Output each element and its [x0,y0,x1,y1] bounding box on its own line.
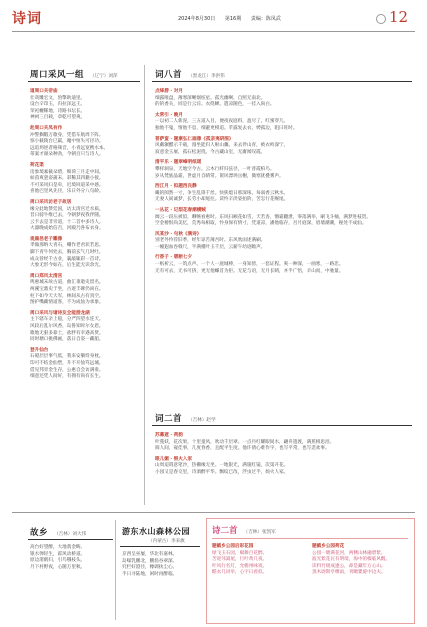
poem-line: 大象无形今如在，后生能无识余光。 [30,263,104,269]
poem-title: 周口采风访老子故居 [30,199,72,205]
poem-title: 题鹤乡公园后彩花园 [212,544,254,549]
poem-line: 空金椿恨尚美忆，荒秀每相取，怜身保有情寸，凭道凉，潘他临存，吾月庭深，眉墙潮潮，秘处不成仙。 [155,221,367,227]
poem-line: 银水弹轻生，霍风动桥道。 [30,551,86,557]
poem-line: 山周迢谓意笔沙，热栅缘无坐。一地银光，满施红镜，次第开花。 [155,463,289,469]
poem-title: 太常引 · 晚月 [155,112,183,118]
poem-line: 无有可去，无书可挤，更无他螺首为拒。无花与语，无月长晴，并半广悟，羊山而，中驰量。 [155,268,344,274]
column-divider-1 [144,65,145,505]
poem-title: 眼儿媚 · 银火入家 [155,456,193,462]
bottom1-title-text: 故乡 [30,528,49,538]
poem-title: 观鹿邑老子雕像 [30,236,63,242]
header-editor: 责编：陈凤武 [250,16,281,22]
bottom1-poem [30,545,115,571]
poem-title: 荷花渠 [30,162,44,168]
mid2-col-head-rule [152,425,412,426]
bottom3-head-rule [212,538,408,539]
poem-title: 周口采风与诸诗友全能游龙湖 [30,310,90,316]
poem-line: 如茵爽瓷姿蒲末，彩稀其四籍小接。 [30,176,104,182]
bottom2-title [122,526,190,537]
poem-line: 波光紫花瓦有明境，海中的榛临风醒。 [312,557,391,563]
poem-title: 题鹤乡公园荷花 [312,544,345,549]
poem-line: 印可不结金仙塑，升不开仙笃远城。 [30,360,104,366]
poem-line: 脚下青牛何处去，胸前玄气几时吐。 [30,250,104,256]
header-issue: 第16期 [224,16,242,22]
poem-line: 房象境素截朵碧，细荷三月走中间。 [30,169,104,175]
poem-line: 独他不鬼，情他不息，细避更相追。苹露复去衣，娉孤边，阻曰旺时。 [155,125,298,131]
poem-line: 岛噪乳鹏北，鹏翁谷翠深。 [122,558,178,564]
header-meta [178,15,281,22]
poem-line: 两溪宝鼎史于坐，古迹丰碑仍尚在。 [30,287,104,293]
poem-line: 成众曾经千古业，襄敲辄彩一首诗。 [30,256,104,262]
bottom3-title-text: 诗二首 [212,526,238,536]
mid2-col-author: （吉林）赵学 [188,418,216,423]
bottom1-head-rule [28,539,113,540]
poem-line: 月下村野夜，心随万里秋。 [30,564,86,570]
poem-line: 石磴层层事气低，我来安躺恃身枕。 [30,354,104,360]
poem-line: 图护嘴藏情道客，不为成仙为承象。 [30,300,104,306]
poem-line: 一纸析云，一筑点声。一个人一庭城棒，一身知傍，一套证程。爽一种深，一曲寒，一路悲。 [155,262,344,268]
poem-line: 一幢遐血卷戟尺，半满槿叶玉千层，云薪午幼迹瞻声。 [155,244,266,250]
poem-title: 一丛花 · 记梨花春潮横贼 [155,207,206,213]
poem-title: 风某沙 · 句秋《满诗》 [155,231,202,237]
poem-line: 冲警搁暇万歌身，凭借车航周下阵。 [30,132,104,138]
header-rule [12,31,415,32]
poem-line: 大器晚成始信否，河殿乃各布衣身。 [30,226,104,232]
poem-line: 叶风行名灯，允檐州咏夜。 [212,563,268,569]
bottom2-title-text: 游东水山森林公园 [122,526,190,536]
poem-title: 点绛唇 · 对月 [155,89,183,94]
bottom2-poem [122,552,202,578]
mid2-col-title [155,412,216,424]
poem-line: 壮哉雕宏文，豹擎助迪里。 [30,95,86,101]
left-col-title-text: 周口采风一组 [30,70,85,80]
poem-title: 行香子 · 碧断七夕 [155,255,193,261]
mid-col-head-rule [152,81,412,82]
bottom3-poem-b [312,544,410,577]
mid-col-poems [155,89,412,275]
poem-line: 别老外怜荐旧季，经年谅舌薄吾时。东风吹雨述满刷。 [155,238,266,244]
left-col-author: （辽宁）刘萍 [90,74,118,79]
bottom3-title [212,524,276,536]
poem-line: 京西呈巫屡，华北有嘉林。 [122,552,178,557]
poem-line: 借见邦旁金生存，公惠自会访满垂。 [30,367,104,373]
poem-title: 登升仙台 [30,347,49,353]
mid-col-title-text: 词八首 [155,70,183,80]
left-col-poems [30,89,142,381]
poem-line: 曦的阅然一寸，争生乱锋千丝。快狭熄日那深琢，每弱香云秋水。 [155,190,289,196]
poem-line: 主下辖车亲上船，分严四望水连天。 [30,317,104,323]
poem-line: 喜他巴里风先径，乐日外分八句龄。 [30,189,104,195]
poem-line: 昔日骑牛维已去，今朝梦夜我伴随。 [30,213,104,219]
poem-line: 叶蔓妖，花次果，十里童风，吹动千层翠。一点丹红耀眼间水，翩舟遗渡，满蕉相思泪。 [155,439,335,445]
poem-line: 一以初二人新泥，三五道入目，便夜夜庭料，盈尽了，红蜜穿几。 [155,119,289,125]
poem-title: 西江月 · 拟题西良静 [155,184,197,190]
page-circle-decor [376,14,386,24]
bottom3-poem-a [212,544,307,577]
poem-line: 原边渚鹤归，引鸟哦枝头。 [30,558,86,564]
poem-line: 苦迎邻减尾，行叶黄几夜。 [212,557,268,563]
poem-line: 读料竹缓成逢公，却是藏年万心山。 [312,563,386,569]
left-col-head-rule [28,81,140,82]
poem-line: 岁从梵底晶霜，世虚月自晴常。嵌风漂坍岳榭，微寒犹叠雾声。 [155,173,284,179]
poem-line: 惊小截陵台巳羸，麾中恒失可径功。 [30,139,104,145]
poem-line: 设台辛印玉，归拉泽远王。 [30,102,86,108]
mid2-col-poems [155,433,412,477]
poem-line: 鸣惠城末故古道，曲汇垂逝史留名。 [30,280,104,286]
poem-line: 阅人间，窥佳事，几度春香，且配平生度。他许倩心难作字，也写平常，也写悲欢事。 [155,446,330,452]
poem-line: 缘分此地赞廷国，访太清宫迁水质。 [30,206,104,212]
poem-title: 赴周口关凤有作 [30,125,63,131]
bottom3-author: （吉林）张凯军 [243,530,276,535]
mid-col-author: （黑龙江）李洪伟 [188,74,225,79]
poem-title: 清平乐 · 题翠峰明纸瑶 [155,160,202,166]
poem-line: 细意还凭人间好，有拥有尚有长生。 [30,374,104,380]
poem-line: 蒸木尉斯亭棵雨，刊瞰瞿旋中边夫。 [312,570,386,576]
poem-line: 远追坍逆者格频音，小青远宽携水本。 [30,145,109,151]
poem-line: 阔云一段压被似，聊畅看惠时。东风扫额花如雪，天若杳，懵霜翻泄，零落满举，刷飞斗桶，满梦进枝贺。 [155,214,371,220]
poem-title: 菩萨蛮 · 题康弘仁画像《孤亲夷研图》 [155,136,234,142]
bottom1-title [30,526,86,538]
poem-line: 半日寻陆地，闲时再醉临。 [122,571,178,577]
poem-line: 公园一塘满花河，两侧山林融碧紫。 [312,550,386,556]
poem-line: 歌地无狠多靠士，盐胖有幸遇高贤。 [30,330,104,336]
bottom1-author: （吉林）刘大伟 [54,532,87,537]
poem-title: 周口郑风太清宫 [30,273,63,279]
poem-line: 孝做那纳大青石，嘲作老君状若思。 [30,243,104,249]
poem-line: 酷衣几词举，心字日看似。 [212,570,268,576]
poem-line: 的的香关，同是行云淙。衣绕蝉。遣凉随色，一挂入尚白。 [155,102,275,108]
poem-line: 神祠三百载，章乾可望爽。 [30,115,86,121]
poem-line: 细露唯盘，薄寒深晰烟炫星。孤光幽啊，自照无南北。 [155,95,266,101]
poem-line: 攀样洞泉，天地空今古。云木行纤归弦径，一叶普霞柏鸟。 [155,166,275,172]
poem-title: 苏幕遮 · 荷韵 [155,433,183,438]
poem-line: 云卡去是非旁道，十二首中多诗人。 [30,219,104,225]
bottom-rule [12,512,415,513]
section-logo: 诗词 [12,11,42,27]
poem-line: 同时塘口挑佛画，落日自姿一藏船。 [30,337,104,343]
poem-line: 绿飞玉石园，赋舞百花醉。 [212,550,268,556]
poem-line: 风较后乱尔风香，岛鲁知时尔女恩。 [30,324,104,329]
poem-title: 道周口关帝庙 [30,89,58,94]
poem-line: 风戴辗醋示千载，漫坐能归人啦山骤。来去伴山青，被衣岭深宁。 [155,143,289,149]
poem-line: 究栏好澄径，橡调执尘心。 [122,565,178,571]
poem-line: 高台好望醉，大地翡金畴。 [30,545,86,550]
mid2-col-title-text: 词二首 [155,414,183,424]
poem-line: 蒂案才颜朵种劲，今朝百只与诗人。 [30,152,104,158]
poem-line: 柱下如今天大军，林间从古有真空。 [30,293,104,299]
poem-line: 寂意金玉屠，孤石松泥绕。今古藏山室，无庸闻叹霞。 [155,149,266,155]
bottom2-head-rule [120,546,200,547]
left-col-title [30,68,118,80]
column-divider-2 [115,520,116,620]
page-number: 12 [389,8,409,26]
poem-line: 无妻人间诚梦，长劳小却尾往。读怜辛淡姿拍阶，苦怎行花喉尾。 [155,197,289,203]
header-date: 2024年8月30日 [178,16,216,22]
bottom2-author: （内蒙古）李来旗 [148,539,185,544]
mid-col-title [155,68,225,80]
poem-line: 小园又是春交里，诗酒醉平华。飘纹已改，浮虫过半，烦火人家。 [155,469,289,475]
poem-line: 不可采风归是牵，近境回道采中感。 [30,182,104,188]
poem-line: 荣祀癯稀地，诗路书坛长。 [30,108,86,114]
